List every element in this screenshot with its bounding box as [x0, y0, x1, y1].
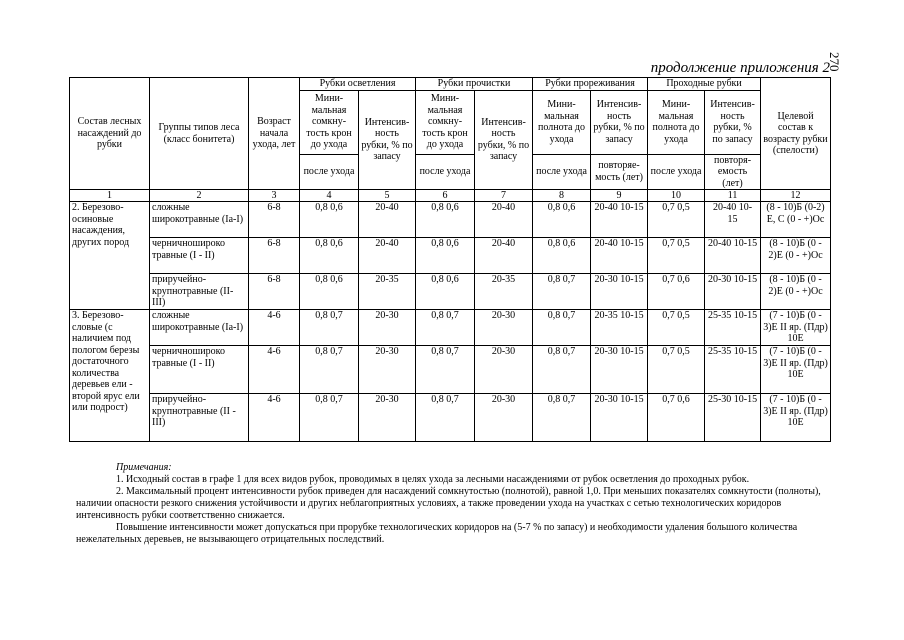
header-intensity-3: Интенсив-ность рубки, % по запасу [591, 90, 648, 154]
column-number: 8 [533, 190, 591, 202]
value-cell: 20-30 [359, 310, 416, 346]
value-cell: 0,8 0,7 [416, 310, 475, 346]
value-cell: 0,8 0,7 [416, 394, 475, 442]
value-cell: 20-30 [359, 394, 416, 442]
value-cell: 25-35 10-15 [705, 310, 761, 346]
value-cell: 20-30 [475, 346, 533, 394]
header-repeatability-2: повторя-емость (лет) [705, 154, 761, 190]
value-cell: 0,8 0,6 [300, 202, 359, 238]
header-intensity-4: Интенсив-ность рубки, % по запасу [705, 90, 761, 154]
value-cell: 20-35 [359, 274, 416, 310]
value-cell: 20-30 10-15 [591, 394, 648, 442]
table-row [70, 274, 831, 310]
value-cell: 0,8 0,6 [300, 274, 359, 310]
header-intensity: Интенсив-ность рубки, % по запасу [359, 90, 416, 190]
value-cell: 0,7 0,5 [648, 346, 705, 394]
header-min-closure: Мини-мальная сомкну-тость крон до ухода [300, 90, 359, 154]
value-cell: 0,7 0,5 [648, 238, 705, 274]
value-cell: 0,8 0,7 [300, 310, 359, 346]
table-row [70, 310, 831, 346]
header-intensity-2: Интенсив-ность рубки, % по запасу [475, 90, 533, 190]
forest-type-cell: черничношироко травные (I - II) [150, 346, 249, 394]
start-age-cell: 6-8 [249, 202, 300, 238]
start-age-cell: 6-8 [249, 274, 300, 310]
composition-cell: 3. Березово-словые (с наличием под пологом березы достаточного количества деревьев ели - второй ярус ели или подрост) [70, 310, 150, 442]
header-repeatability: повторяе-мость (лет) [591, 154, 648, 190]
header-after-care-2: после ухода [416, 154, 475, 190]
header-min-closure-2: Мини-мальная сомкну-тость крон до ухода [416, 90, 475, 154]
value-cell: 20-35 10-15 [591, 310, 648, 346]
page-number: 270 [827, 52, 842, 72]
care-felling-table [69, 77, 831, 442]
value-cell: 20-40 [359, 238, 416, 274]
note-2: 2. Максимальный процент интенсивности рубок приведен для насаждений сомкнутостью (полнотой), равной 1,0. При меньших показателях сомкнутости (полноты), наличии опасности резкого снижения устойчивости и других неблагоприятных условиях, а также проведении ухода на участках с сетью технологических коридоров интенсивность рубки соответственно снижается. [76, 486, 821, 521]
table-row [70, 238, 831, 274]
column-number: 2 [150, 190, 249, 202]
value-cell: 25-30 10-15 [705, 394, 761, 442]
value-cell: 0,8 0,7 [533, 274, 591, 310]
value-cell: 20-40 10-15 [705, 238, 761, 274]
value-cell: 0,7 0,5 [648, 310, 705, 346]
notes-section [76, 462, 836, 546]
column-number: 9 [591, 190, 648, 202]
value-cell: 20-40 [359, 202, 416, 238]
column-number-row [70, 190, 831, 202]
header-min-density: Мини-мальная полнота до ухода [533, 90, 591, 154]
value-cell: 0,8 0,7 [533, 346, 591, 394]
value-cell: 20-30 [475, 394, 533, 442]
header-group-prohodnye: Проходные рубки [648, 78, 761, 91]
value-cell: 20-40 10-15 [591, 202, 648, 238]
value-cell: 0,7 0,5 [648, 202, 705, 238]
value-cell: 20-30 10-15 [591, 274, 648, 310]
target-composition-cell: (7 - 10)Б (0 - 3)Е II яр. (Пдр) 10Е [761, 394, 831, 442]
forest-type-cell: сложные широкотравные (Ia-I) [150, 202, 249, 238]
column-number: 3 [249, 190, 300, 202]
target-composition-cell: (8 - 10)Б (0 - 2)Е (0 - +)Ос [761, 274, 831, 310]
column-number: 1 [70, 190, 150, 202]
header-group-prochistka: Рубки прочистки [416, 78, 533, 91]
value-cell: 20-40 [475, 238, 533, 274]
value-cell: 20-40 10-15 [591, 238, 648, 274]
value-cell: 0,8 0,6 [300, 238, 359, 274]
start-age-cell: 4-6 [249, 310, 300, 346]
column-number: 4 [300, 190, 359, 202]
value-cell: 20-30 [475, 310, 533, 346]
appendix-continuation-title: продолжение приложения 2 [650, 60, 830, 76]
header-after-care: после ухода [300, 154, 359, 190]
forest-type-cell: сложные широкотравные (Ia-I) [150, 310, 249, 346]
column-number: 6 [416, 190, 475, 202]
column-number: 12 [761, 190, 831, 202]
note-3: Повышение интенсивности может допускаться при прорубке технологических коридоров на (5-7 % по запасу) и необходимости удаления большого количества нежелательных деревьев, не вызывающего отрицательных последствий. [76, 522, 798, 545]
value-cell: 20-40 [475, 202, 533, 238]
table-row [70, 346, 831, 394]
value-cell: 20-40 10- 15 [705, 202, 761, 238]
start-age-cell: 4-6 [249, 394, 300, 442]
table-row [70, 202, 831, 238]
column-number: 11 [705, 190, 761, 202]
table-row [70, 394, 831, 442]
forest-type-cell: приручейно-крупнотравные (II - III) [150, 394, 249, 442]
column-number: 10 [648, 190, 705, 202]
value-cell: 0,8 0,7 [300, 346, 359, 394]
start-age-cell: 4-6 [249, 346, 300, 394]
value-cell: 20-35 [475, 274, 533, 310]
header-start-age: Возраст начала ухода, лет [249, 78, 300, 190]
notes-title: Примечания: [116, 462, 172, 473]
forest-type-cell: черничношироко травные (I - II) [150, 238, 249, 274]
header-forest-type: Группы типов леса (класс бонитета) [150, 78, 249, 190]
header-group-prorezhivanie: Рубки прореживания [533, 78, 648, 91]
header-composition: Состав лесных насаждений до рубки [70, 78, 150, 190]
target-composition-cell: (8 - 10)Б (0 - 2)Е (0 - +)Ос [761, 238, 831, 274]
value-cell: 20-30 10-15 [591, 346, 648, 394]
forest-type-cell: приручейно-крупнотравные (II-III) [150, 274, 249, 310]
composition-cell: 2. Березово-осиновые насаждения, других пород [70, 202, 150, 310]
value-cell: 0,8 0,6 [416, 274, 475, 310]
value-cell: 20-30 10-15 [705, 274, 761, 310]
value-cell: 0,8 0,7 [533, 310, 591, 346]
value-cell: 20-30 [359, 346, 416, 394]
value-cell: 0,8 0,7 [300, 394, 359, 442]
value-cell: 0,8 0,6 [533, 238, 591, 274]
header-group-osvetlenie: Рубки осветления [300, 78, 416, 91]
header-after-care-4: после ухода [648, 154, 705, 190]
header-min-density-2: Мини-мальная полнота до ухода [648, 90, 705, 154]
start-age-cell: 6-8 [249, 238, 300, 274]
value-cell: 0,8 0,6 [533, 202, 591, 238]
column-number: 5 [359, 190, 416, 202]
target-composition-cell: (7 - 10)Б (0 - 3)Е II яр. (Пдр) 10Е [761, 310, 831, 346]
target-composition-cell: (8 - 10)Б (0-2) Е, С (0 - +)Ос [761, 202, 831, 238]
header-target-composition: Целевой состав к возрасту рубки (спелости) [761, 78, 831, 190]
value-cell: 25-35 10-15 [705, 346, 761, 394]
value-cell: 0,8 0,7 [416, 346, 475, 394]
value-cell: 0,8 0,7 [533, 394, 591, 442]
header-after-care-3: после ухода [533, 154, 591, 190]
note-1: 1. Исходный состав в графе 1 для всех видов рубок, проводимых в целях ухода за лесными насаждениями от рубок осветления до проходных рубок. [116, 474, 750, 485]
value-cell: 0,7 0,6 [648, 274, 705, 310]
value-cell: 0,8 0,6 [416, 238, 475, 274]
value-cell: 0,7 0,6 [648, 394, 705, 442]
column-number: 7 [475, 190, 533, 202]
target-composition-cell: (7 - 10)Б (0 - 3)Е II яр. (Пдр) 10Е [761, 346, 831, 394]
value-cell: 0,8 0,6 [416, 202, 475, 238]
